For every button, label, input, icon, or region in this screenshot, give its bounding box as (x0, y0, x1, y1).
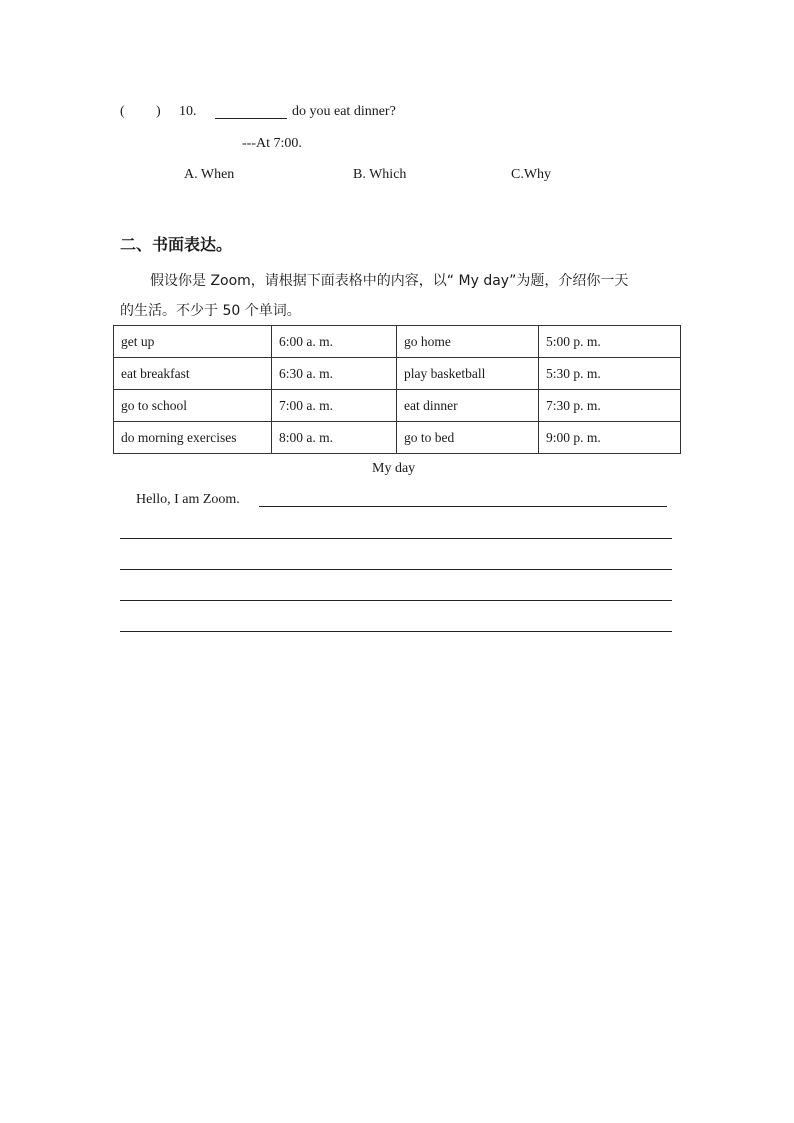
table-cell: 7:30 p. m. (539, 390, 681, 422)
essay-title: My day (372, 461, 416, 476)
table-cell: play basketball (397, 358, 539, 390)
table-cell: 8:00 a. m. (272, 422, 397, 454)
table-row (114, 358, 681, 390)
writing-line[interactable] (259, 506, 667, 507)
table-row (114, 422, 681, 454)
table-cell: 9:00 p. m. (539, 422, 681, 454)
table-row (114, 326, 681, 358)
answer-paren-close: ) (156, 104, 161, 119)
table-cell: go to bed (397, 422, 539, 454)
instruction-line-1: 假设你是 Zoom，请根据下面表格中的内容，以“ My day”为题，介绍你一天 (150, 273, 629, 289)
question-stem: do you eat dinner? (292, 104, 396, 119)
table-cell: 5:00 p. m. (539, 326, 681, 358)
table-cell: get up (114, 326, 272, 358)
schedule-table (113, 325, 681, 454)
option-c: C.Why (511, 167, 552, 182)
essay-start: Hello, I am Zoom. (136, 492, 240, 507)
question-number: 10. (179, 104, 197, 119)
option-b: B. Which (353, 167, 407, 182)
table-row (114, 390, 681, 422)
writing-line[interactable] (120, 538, 672, 539)
writing-line[interactable] (120, 631, 672, 632)
option-a: A. When (184, 167, 235, 182)
table-cell: do morning exercises (114, 422, 272, 454)
section-title: 二、书面表达。 (120, 235, 233, 254)
instruction-line-2: 的生活。不少于 50 个单词。 (120, 303, 301, 319)
table-cell: 6:30 a. m. (272, 358, 397, 390)
table-cell: eat dinner (397, 390, 539, 422)
table-cell: 5:30 p. m. (539, 358, 681, 390)
table-cell: 6:00 a. m. (272, 326, 397, 358)
writing-line[interactable] (120, 569, 672, 570)
table-cell: go home (397, 326, 539, 358)
table-cell: go to school (114, 390, 272, 422)
question-answer: ---At 7:00. (242, 136, 302, 151)
writing-line[interactable] (120, 600, 672, 601)
answer-paren-open: ( (120, 104, 125, 119)
table-cell: 7:00 a. m. (272, 390, 397, 422)
question-blank[interactable] (215, 118, 287, 119)
table-cell: eat breakfast (114, 358, 272, 390)
